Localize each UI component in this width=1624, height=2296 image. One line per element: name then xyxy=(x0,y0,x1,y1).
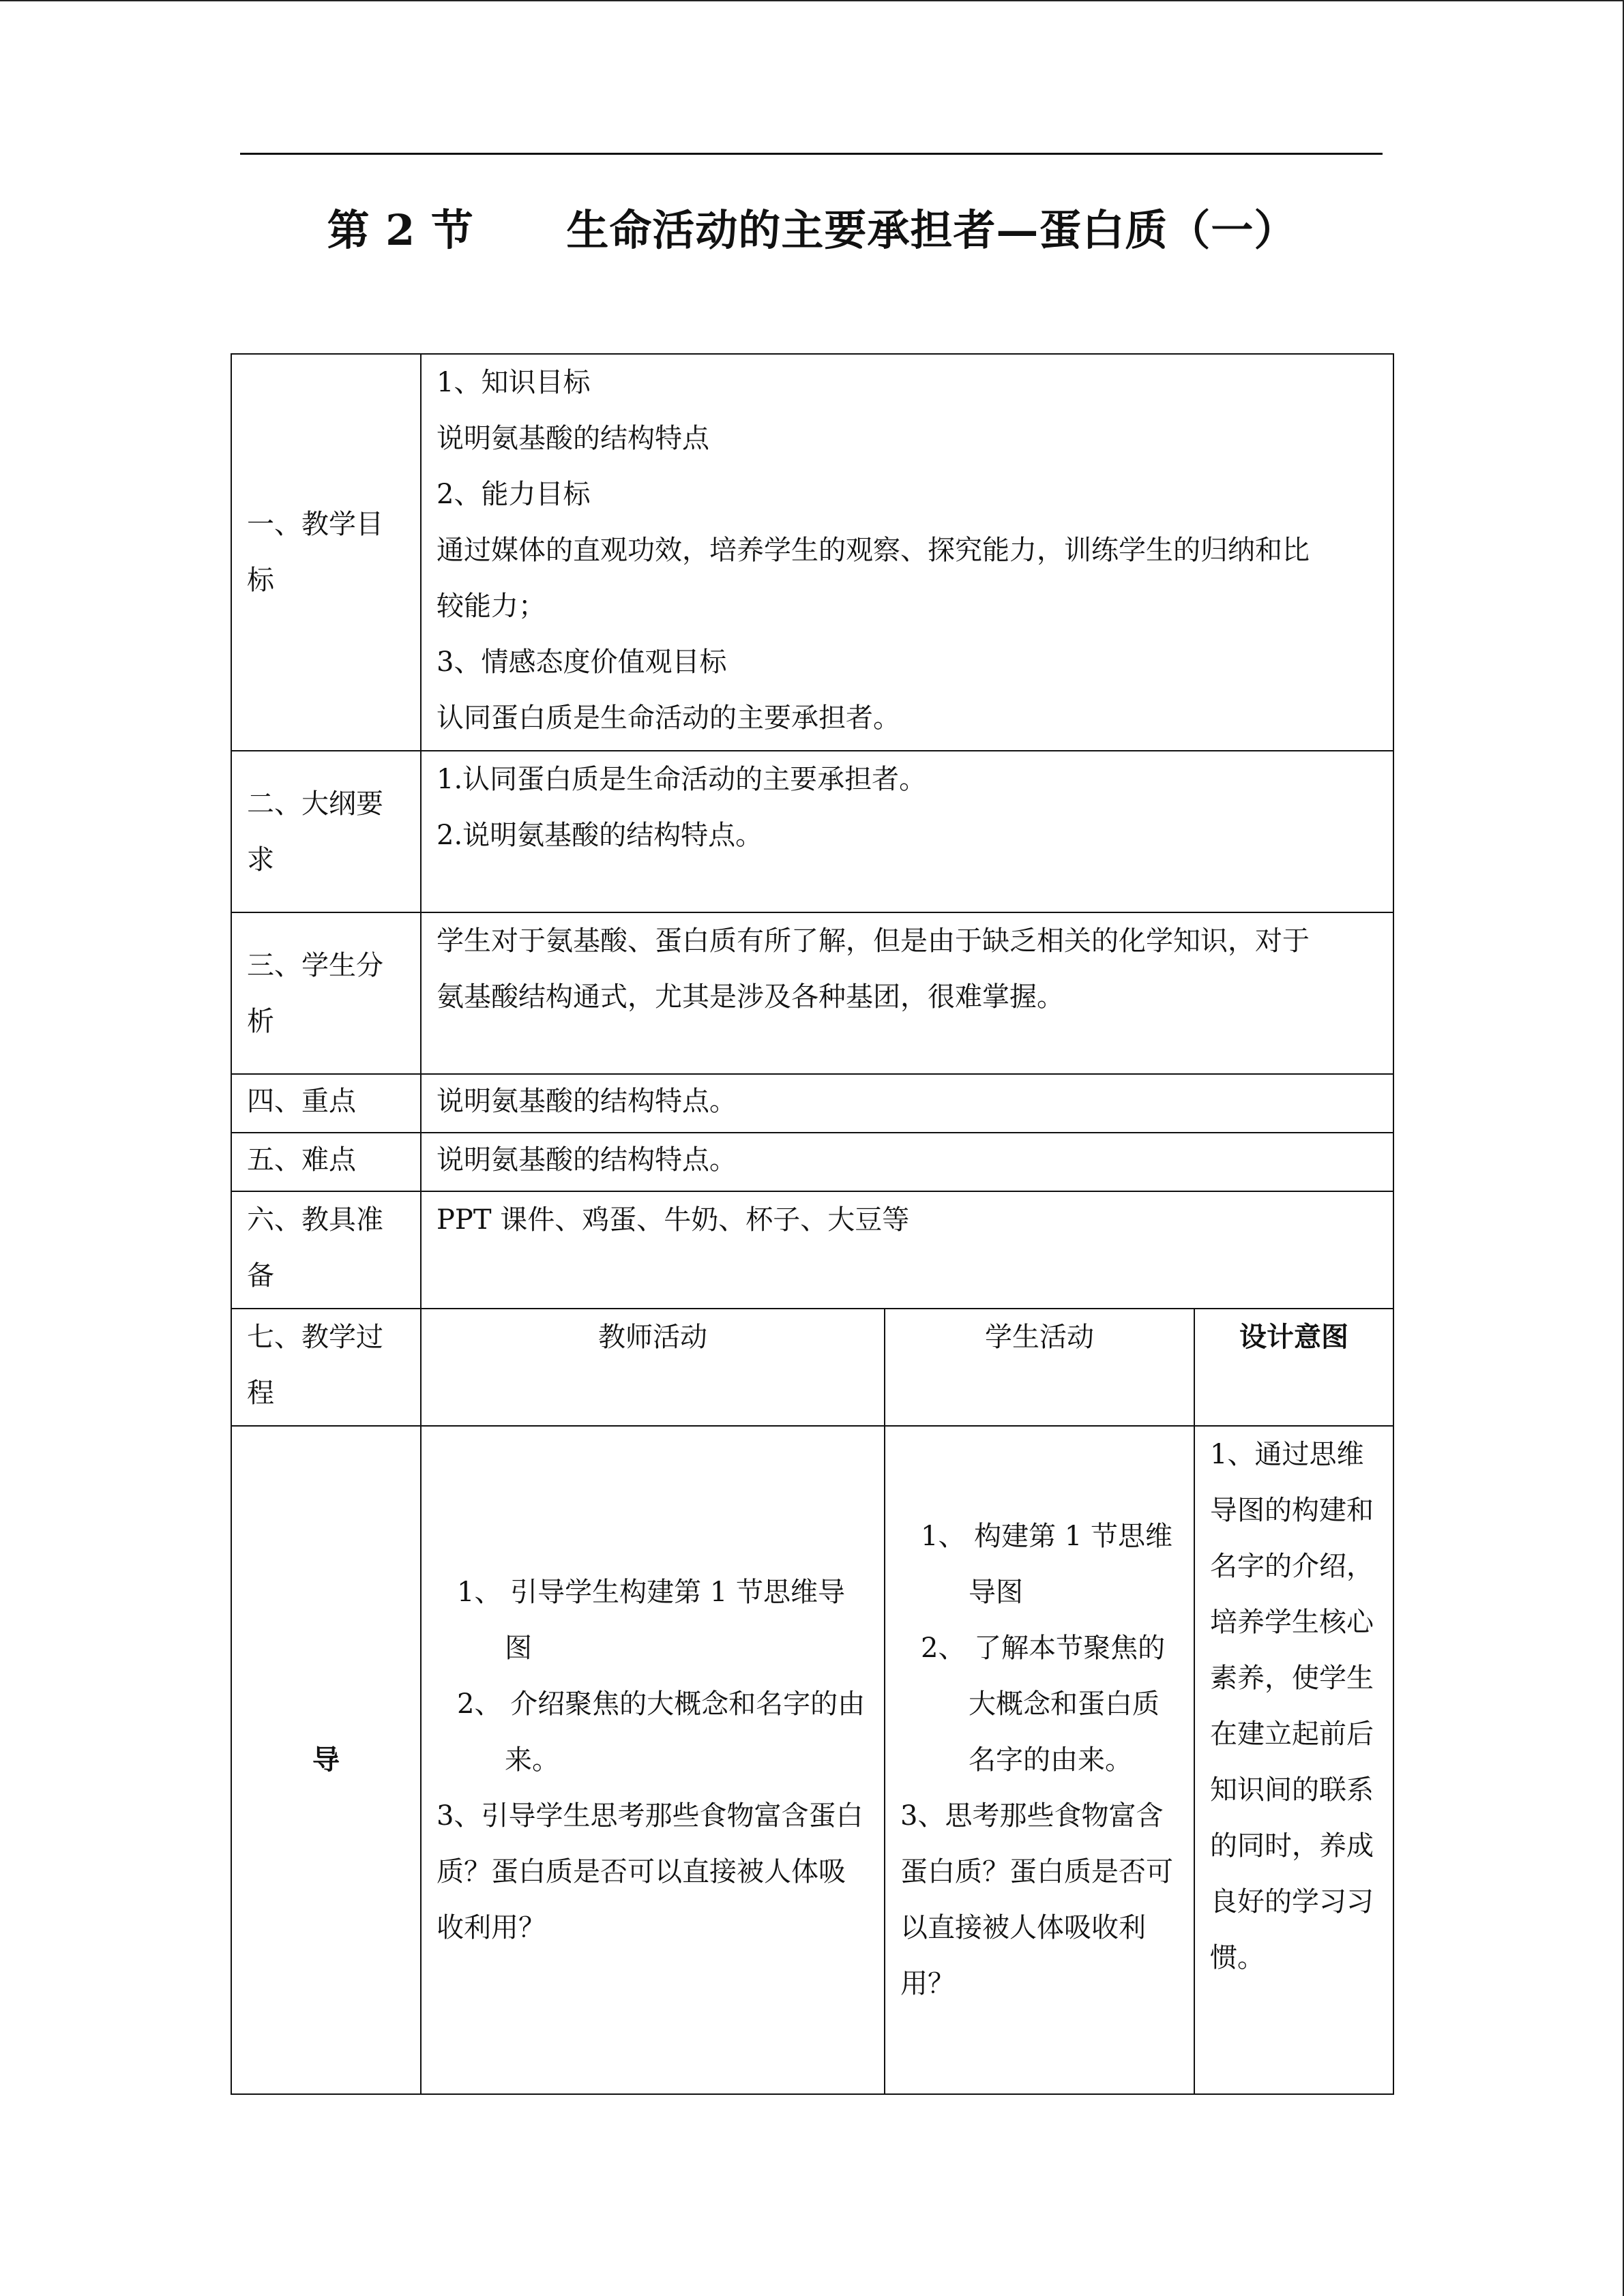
label-objectives: 一、教学目 标 xyxy=(231,354,421,751)
content-objectives xyxy=(421,354,1393,751)
row-student-analysis xyxy=(231,912,1393,1074)
design-intent-cell: 1、通过思维导图的构建和名字的介绍，培养学生核心素养，使学生在建立起前后知识间的联系的同时，养成良好的学习习惯。 xyxy=(1194,1426,1393,2094)
teacher-activity-item: 3、引导学生思考那些食物富含蛋白质？蛋白质是否可以直接被人体吸收利用？ xyxy=(437,1800,863,1943)
header-teacher-activity: 教师活动 xyxy=(421,1309,885,1426)
objective-line: 较能力； xyxy=(437,591,546,622)
content-student-analysis xyxy=(421,912,1393,1074)
row-materials xyxy=(231,1191,1393,1309)
teacher-activity-cell xyxy=(421,1426,885,2094)
label-student-analysis: 三、学生分 析 xyxy=(231,912,421,1074)
objective-line: 认同蛋白质是生命活动的主要承担者。 xyxy=(437,702,900,734)
label-difficulty: 五、难点 xyxy=(231,1133,421,1191)
student-activity-item: 2、 了解本节聚焦的大概念和蛋白质名字的由来。 xyxy=(921,1632,1166,1776)
header-rule xyxy=(240,153,1383,155)
header-design-intent: 设计意图 xyxy=(1194,1309,1393,1426)
lesson-plan-table xyxy=(231,353,1394,2095)
objective-line: 通过媒体的直观功效，培养学生的观察、探究能力，训练学生的归纳和比 xyxy=(437,535,1310,566)
syllabus-line: 1.认同蛋白质是生命活动的主要承担者。 xyxy=(437,764,927,795)
page-title: 第 2 节 生命活动的主要承担者—蛋白质（一） xyxy=(327,205,1297,255)
objective-line: 2、能力目标 xyxy=(437,479,591,510)
teacher-activity-item: 2、 介绍聚焦的大概念和名字的由来。 xyxy=(457,1688,866,1776)
objective-line: 3、情感态度价值观目标 xyxy=(437,646,727,678)
analysis-line: 氨基酸结构通式，尤其是涉及各种基团，很难掌握。 xyxy=(437,981,1064,1013)
student-activity-item: 3、思考那些食物富含蛋白质？蛋白质是否可以直接被人体吸收利用？ xyxy=(900,1800,1173,1999)
row-stage-intro xyxy=(231,1426,1393,2094)
analysis-line: 学生对于氨基酸、蛋白质有所了解，但是由于缺乏相关的化学知识，对于 xyxy=(437,925,1310,957)
row-difficulty xyxy=(231,1133,1393,1191)
header-student-activity: 学生活动 xyxy=(885,1309,1194,1426)
content-materials: PPT 课件、鸡蛋、牛奶、杯子、大豆等 xyxy=(421,1191,1393,1309)
content-key-point: 说明氨基酸的结构特点。 xyxy=(421,1074,1393,1133)
content-difficulty: 说明氨基酸的结构特点。 xyxy=(421,1133,1393,1191)
teacher-activity-item: 1、 引导学生构建第 1 节思维导图 xyxy=(457,1577,846,1664)
objective-line: 说明氨基酸的结构特点 xyxy=(437,423,709,454)
row-process-header xyxy=(231,1309,1393,1426)
stage-label: 导 xyxy=(231,1426,421,2094)
student-activity-cell xyxy=(885,1426,1194,2094)
label-process: 七、教学过 程 xyxy=(231,1309,421,1426)
label-key-point: 四、重点 xyxy=(231,1074,421,1133)
syllabus-line: 2.说明氨基酸的结构特点。 xyxy=(437,820,763,851)
label-materials: 六、教具准 备 xyxy=(231,1191,421,1309)
objective-line: 1、知识目标 xyxy=(437,367,591,398)
row-objectives xyxy=(231,354,1393,751)
content-syllabus xyxy=(421,751,1393,912)
row-key-point xyxy=(231,1074,1393,1133)
student-activity-item: 1、 构建第 1 节思维导图 xyxy=(921,1521,1173,1608)
label-syllabus: 二、大纲要 求 xyxy=(231,751,421,912)
row-syllabus xyxy=(231,751,1393,912)
